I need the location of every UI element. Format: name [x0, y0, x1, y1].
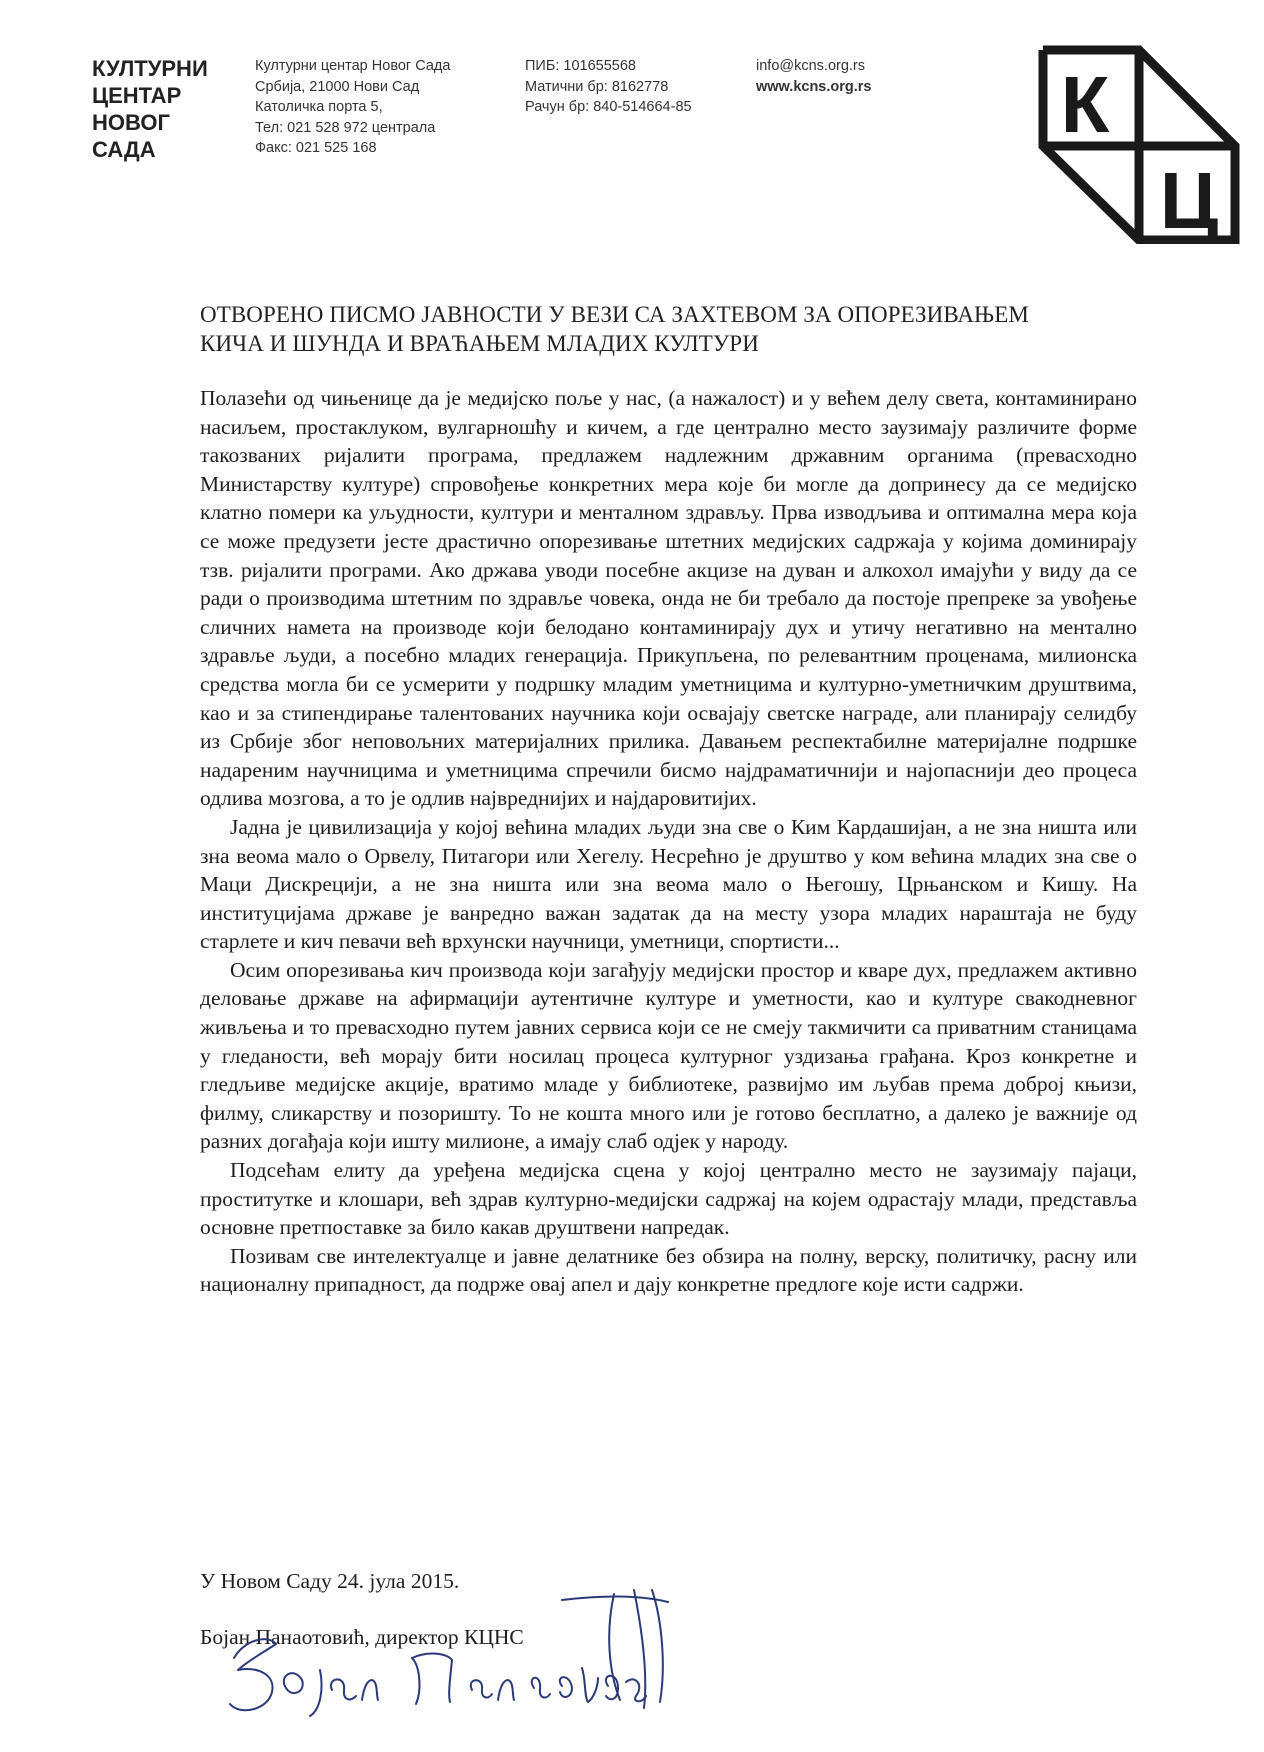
letter-title	[200, 300, 1140, 358]
tax-id-line: ПИБ: 101655568	[525, 58, 636, 74]
letter-title-line: КИЧА И ШУНДА И ВРАЋАЊЕМ МЛАДИХ КУЛТУРИ	[200, 331, 759, 356]
phone-line: Тел: 021 528 972 централа	[255, 119, 436, 136]
body-paragraph: Осим опорезивања кич производа који загађују медијски простор и кваре дух, предлажем активно деловање државе на афирмацији аутентичне културе и уметности, као и културе свакодневног живљења и то превасходно путем јавних сервиса који се не смеју такмичити са приватним станицама у гледаности, већ морају бити носилац процеса културног уздизања грађана. Кроз конкретне и гледљиве медијске акције, вратимо младе у библиотеке, развијмо им љубав према доброј књизи, филму, сликарству и позоришту. То не кошта много или је готово бесплатно, а далеко је важније од разних догађаја који иштy милионе, а имају слаб одјек у народу.	[200, 957, 1137, 1154]
address-line: Католичка порта 5,	[255, 99, 383, 115]
registration-number-line: Матични бр: 8162778	[525, 78, 669, 95]
organization-name-line: САДА	[92, 137, 156, 162]
letter-body	[200, 384, 1137, 1299]
body-paragraph: Полазећи од чињенице да је медијско поље у нас, (а нажалост) и у већем делу света, контаминирано насиљем, простаклуком, вулгарношћу и кичем, а где централно место заузимају различите форме такозваних ријалити програма, предлажем надлежним државним органима (превасходно Министарству културе) спровођење конкретних мера које би могле да допринесу да се медијско клатно помери ка уљудности, култури и менталном здрављу. Прва изводљива и оптимална мера која се може предузети јесте драстично опорезивање штетних медијских садржаја у којима доминирају тзв. ријалити програми. Ако држава уводи посебне акцизе на дуван и алкохол имајући у виду да се ради о производима штетним по здравље човека, онда не би требало да постоје препреке за увођење сличних намета на производе који белодано контаминирају дух и утичу негативно на ментално здравље људи, а посебно младих генерација. Прикупљена, по релевантним проценама, милионска средства могла би се усмерити у подршку младим уметницима и културно-уметничким друштвима, као и за стипендирање талентованих научника који освајају светске награде, али планирају селидбу из Србије због неповољних материјалних прилика. Давањем респектабилне материјалне подршке надареним научницима и уметницима спречили бисмо најдраматичнији и најопаснији део процеса одлива мозгова, а то је одлив највреднијих и најдаровитијих.	[200, 386, 1137, 811]
logo-letter-k: К	[1060, 60, 1110, 149]
body-paragraph: Јадна је цивилизација у којој већина младих људи зна све о Ким Кардашијан, а не зна ништа или зна веома мало о Орвелу, Питагори или Хегелу. Несрећно је друштво у ком већина младих зна све о Маци Дискрецији, а не зна ништа или зна веома мало о Његошу, Црњанском и Кишу. На институцијама државе је ванредно важан задатак да на месту узора младих нараштаја не буду старлете и кич певачи већ врхунски научници, уметници, спортисти...	[200, 814, 1137, 954]
registry-block	[525, 56, 692, 118]
organization-name-line: ЦЕНТАР	[92, 83, 182, 108]
organization-name	[92, 55, 232, 163]
handwritten-signature	[216, 1570, 676, 1720]
bank-account-line: Рачун бр: 840-514664-85	[525, 99, 692, 115]
organization-name-line: КУЛТУРНИ	[92, 56, 208, 81]
logo-letter-ts: Ц	[1159, 156, 1219, 244]
fax-line: Факс: 021 525 168	[255, 140, 377, 156]
email-link[interactable]: info@kcns.org.rs	[756, 58, 866, 74]
address-line: Србија, 21000 Нови Сад	[255, 78, 420, 95]
organization-name-line: НОВОГ	[92, 110, 170, 135]
body-paragraph: Позивам све интелектуалце и јавне делатнике без обзира на полну, верску, политичку, расну или националну припадност, да подрже овај апел и дају конкретне предлоге које исти садржи.	[200, 1243, 1137, 1297]
letter-title-line: ОТВОРЕНО ПИСМО ЈАВНОСТИ У ВЕЗИ СА ЗАХТЕВОМ ЗА ОПОРЕЗИВАЊЕМ	[200, 302, 1029, 327]
address-line: Културни центар Новог Сада	[255, 58, 451, 74]
address-block	[255, 56, 450, 159]
body-paragraph: Подсећам елиту да уређена медијска сцена у којој централно место не заузимају пајаци, проститутке и клошари, већ здрав културно-медијски садржај на којем одрастају млади, представља основне претпоставке за било какав друштвени напредак.	[200, 1158, 1137, 1240]
kcns-logo	[1037, 44, 1241, 244]
contact-block	[756, 56, 872, 97]
website-link[interactable]: www.kcns.org.rs	[756, 78, 872, 95]
signatory-line: Бојан Панаотовић, директор КЦНС	[200, 1625, 524, 1649]
place-and-date: У Новом Саду 24. јула 2015.	[200, 1569, 460, 1593]
